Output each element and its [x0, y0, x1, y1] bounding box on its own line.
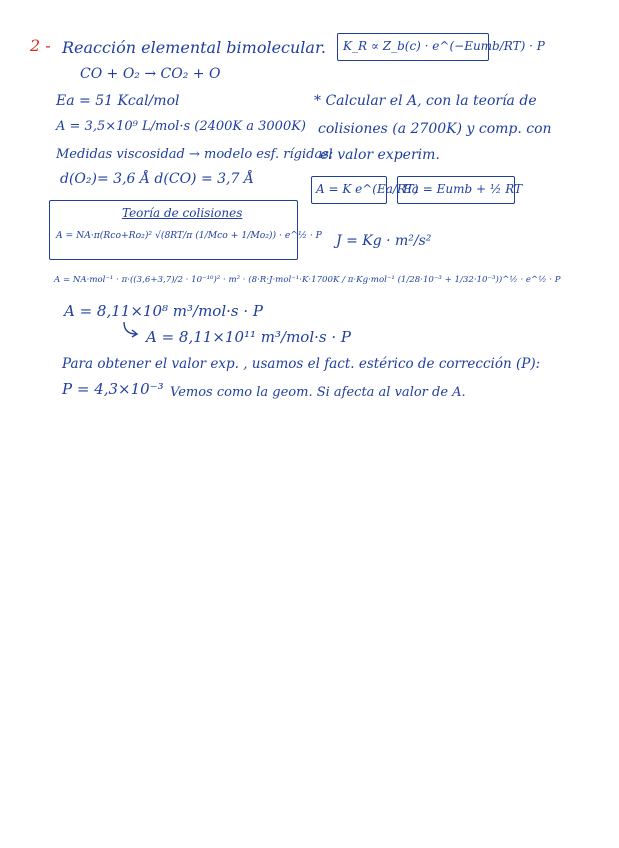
ea-relation-box — [397, 176, 523, 204]
collision-theory-box — [49, 200, 322, 260]
task-line-3: el valor experim. — [320, 147, 440, 163]
kr-proportional-box — [337, 33, 545, 61]
ea-relation-formula: Ea = Eumb + ½ RT — [403, 182, 523, 196]
result-a-first: A = 8,11×10⁸ m³/mol·s · P — [64, 302, 263, 320]
molecular-diameters: d(O₂)= 3,6 Å d(CO) = 3,7 Å — [60, 171, 254, 187]
arrhenius-formula: A = K e^(Ea/RT) — [316, 182, 419, 196]
collision-theory-title: Teoría de colisiones — [122, 206, 243, 220]
kr-formula: K_R ∝ Z_b(c) · e^(−Eumb/RT) · P — [343, 39, 545, 53]
task-line-2: colisiones (a 2700K) y comp. con — [318, 121, 552, 137]
joule-definition: J = Kg · m²/s² — [336, 233, 432, 249]
collision-theory-formula: A = NA·π(Rco+Ro₂)² √(8RT/π (1/Mco + 1/Mo₂)) · e^½ · P — [56, 230, 322, 241]
calculation-line: A = NA·mol⁻¹ · π·((3,6+3,7)/2 · 10⁻¹⁰)² · m² · (8·R·J·mol⁻¹·K·1700K / π·Kg·mol⁻¹ (1/28·10⁻³ + 1/32·10⁻³))^½ · e^½ · P — [54, 275, 561, 285]
problem-number: 2 - — [30, 36, 51, 55]
conclusion-line: Para obtener el valor exp. , usamos el fact. estérico de corrección (P): — [62, 356, 541, 372]
result-a-converted: A = 8,11×10¹¹ m³/mol·s · P — [146, 328, 351, 346]
geometry-remark: Vemos como la geom. Si afecta al valor de A. — [170, 385, 466, 400]
reaction-equation: CO + O₂ → CO₂ + O — [80, 66, 221, 82]
problem-title: Reacción elemental bimolecular. — [62, 38, 326, 57]
pre-exponential-range: A = 3,5×10⁹ L/mol·s (2400K a 3000K) — [56, 119, 307, 134]
arrhenius-box — [311, 176, 419, 204]
hook-arrow-icon — [122, 320, 142, 340]
activation-energy: Ea = 51 Kcal/mol — [56, 93, 180, 109]
task-line-1: * Calcular el A, con la teoría de — [314, 93, 537, 109]
steric-factor-value: P = 4,3×10⁻³ — [62, 380, 164, 398]
viscosity-note: Medidas viscosidad → modelo esf. rígidas: — [56, 147, 334, 162]
